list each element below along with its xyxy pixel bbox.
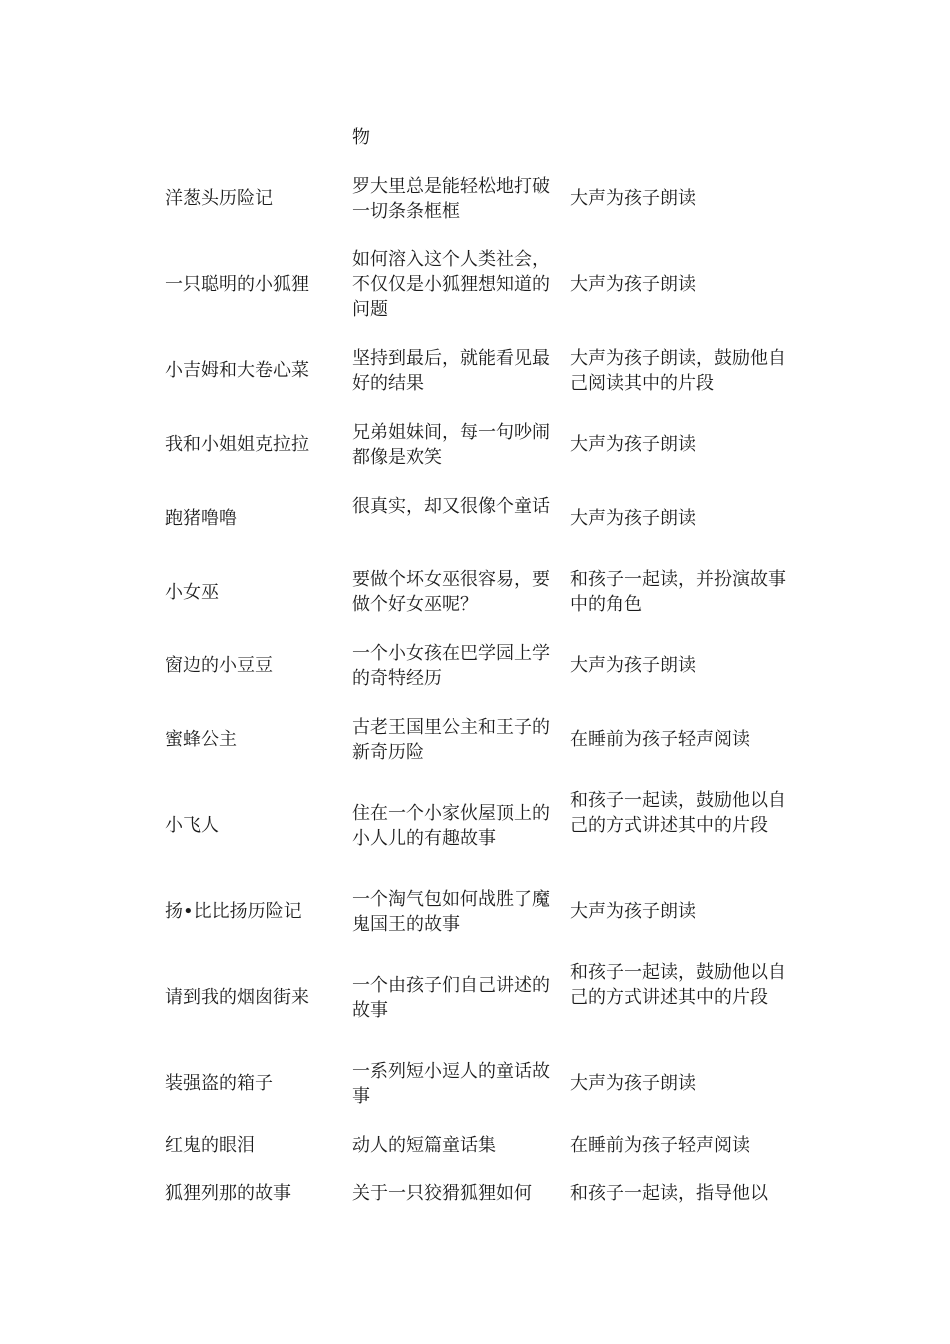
- book-title: 装强盗的箱子: [165, 1073, 273, 1094]
- book-theme: 一个由孩子们自己讲述的故事: [352, 975, 550, 1021]
- book-theme: 兄弟姐妹间，每一句吵闹都像是欢笑: [352, 422, 550, 468]
- book-theme: 动人的短篇童话集: [352, 1135, 496, 1156]
- book-title: 狐狸列那的故事: [165, 1183, 291, 1204]
- reading-method: 大声为孩子朗读，鼓励他自己阅读其中的片段: [570, 348, 786, 394]
- reading-method: 大声为孩子朗读: [570, 1073, 696, 1094]
- reading-method: 和孩子一起读，指导他以: [570, 1183, 768, 1204]
- reading-method: 大声为孩子朗读: [570, 901, 696, 922]
- reading-method: 和孩子一起读，并扮演故事中的角色: [570, 569, 786, 615]
- reading-method: 和孩子一起读，鼓励他以自己的方式讲述其中的片段: [570, 790, 786, 836]
- reading-method: 在睡前为孩子轻声阅读: [570, 1135, 750, 1156]
- book-title: 小吉姆和大卷心菜: [165, 360, 309, 381]
- book-theme: 一系列短小逗人的童话故事: [352, 1061, 550, 1107]
- reading-method: 大声为孩子朗读: [570, 655, 696, 676]
- book-title: 扬•比比扬历险记: [165, 901, 302, 922]
- book-title: 洋葱头历险记: [165, 188, 273, 209]
- book-theme: 罗大里总是能轻松地打破一切条条框框: [352, 176, 550, 222]
- reading-method: 在睡前为孩子轻声阅读: [570, 729, 750, 750]
- book-title: 我和小姐姐克拉拉: [165, 434, 309, 455]
- book-theme: 古老王国里公主和王子的新奇历险: [352, 717, 550, 763]
- book-theme: 如何溶入这个人类社会，不仅仅是小狐狸想知道的问题: [352, 249, 550, 320]
- reading-method: 大声为孩子朗读: [570, 188, 696, 209]
- book-theme: 要做个坏女巫很容易，要做个好女巫呢？: [352, 569, 550, 615]
- book-title: 小女巫: [165, 582, 219, 603]
- book-title: 请到我的烟囱街来: [165, 987, 309, 1008]
- book-title: 跑猪噜噜: [165, 508, 237, 529]
- book-theme: 关于一只狡猾狐狸如何: [352, 1183, 532, 1204]
- book-theme: 住在一个小家伙屋顶上的小人儿的有趣故事: [352, 803, 550, 849]
- reading-method: 大声为孩子朗读: [570, 274, 696, 295]
- book-title: 蜜蜂公主: [165, 729, 237, 750]
- reading-method: 和孩子一起读，鼓励他以自己的方式讲述其中的片段: [570, 962, 786, 1008]
- book-theme: 一个淘气包如何战胜了魔鬼国王的故事: [352, 889, 550, 935]
- book-title: 红鬼的眼泪: [165, 1135, 255, 1156]
- continued-cell-text: 物: [352, 127, 370, 148]
- book-theme: 很真实，却又很像个童话: [352, 496, 550, 517]
- reading-method: 大声为孩子朗读: [570, 508, 696, 529]
- book-theme: 一个小女孩在巴学园上学的奇特经历: [352, 643, 550, 689]
- book-theme: 坚持到最后，就能看见最好的结果: [352, 348, 550, 394]
- book-title: 窗边的小豆豆: [165, 655, 273, 676]
- book-title: 一只聪明的小狐狸: [165, 274, 309, 295]
- reading-method: 大声为孩子朗读: [570, 434, 696, 455]
- book-title: 小飞人: [165, 815, 219, 836]
